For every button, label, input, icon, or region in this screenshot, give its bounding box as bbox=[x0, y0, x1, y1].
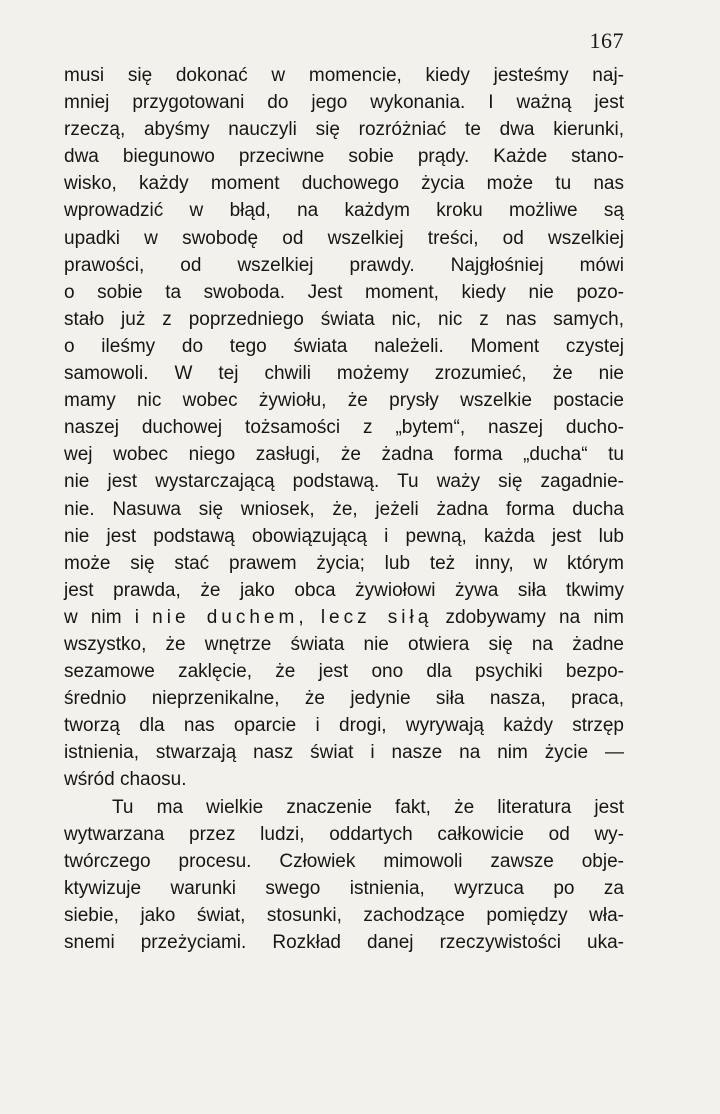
body-text bbox=[64, 62, 624, 956]
text-line: nie jest podstawą obowiązującą i pewną, każda jest lub bbox=[64, 525, 624, 547]
text-line: mniej przygotowani do jego wykonania. I ważną jest bbox=[64, 92, 624, 114]
text-line: Tu ma wielkie znaczenie fakt, że literatura jest bbox=[112, 796, 624, 818]
page-number: 167 bbox=[589, 28, 624, 53]
text-line: sezamowe zaklęcie, że jest ono dla psychiki bezpo- bbox=[64, 661, 624, 683]
text-line: tworzą dla nas oparcie i drogi, wyrywają każdy strzęp bbox=[64, 715, 624, 737]
text-line: wytwarzana przez ludzi, oddartych całkowicie od wy- bbox=[64, 823, 624, 845]
text-line: mamy nic wobec żywiołu, że prysły wszelkie postacie bbox=[64, 390, 624, 412]
text-fragment: w nim i bbox=[64, 606, 153, 628]
text-line: może się stać prawem życia; lub też inny, w którym bbox=[64, 552, 624, 574]
emphasized-text: lecz siłą bbox=[320, 606, 433, 628]
text-line: jest prawda, że jako obca żywiołowi żywa siła tkwimy bbox=[64, 579, 624, 601]
text-line: stało już z poprzedniego świata nic, nic z nas samych, bbox=[64, 308, 624, 330]
text-line: wśród chaosu. bbox=[64, 769, 187, 791]
text-fragment: zdobywamy na nim bbox=[432, 606, 624, 628]
text-line: średnio nieprzenikalne, że jedynie siła nasza, praca, bbox=[64, 688, 624, 710]
text-line: wszystko, że wnętrze świata nie otwiera się na żadne bbox=[64, 633, 624, 655]
text-line: istnienia, stwarzają nasz świat i nasze na nim życie — bbox=[64, 742, 624, 764]
text-line-spaced bbox=[64, 604, 624, 631]
text-line: wej wobec niego zasługi, że żadna forma „ducha“ tu bbox=[64, 444, 624, 466]
text-line: o sobie ta swoboda. Jest moment, kiedy nie pozo- bbox=[64, 281, 624, 303]
text-line: snemi przeżyciami. Rozkład danej rzeczywistości uka- bbox=[64, 932, 624, 953]
text-line: musi się dokonać w momencie, kiedy jesteśmy naj- bbox=[64, 65, 624, 86]
text-line: nie. Nasuwa się wniosek, że, jeżeli żadna forma ducha bbox=[64, 498, 624, 520]
text-line: prawości, od wszelkiej prawdy. Najgłośniej mówi bbox=[64, 254, 624, 276]
text-line: samowoli. W tej chwili możemy zrozumieć, że nie bbox=[64, 363, 624, 385]
text-line: wprowadzić w błąd, na każdym kroku możliwe są bbox=[64, 200, 624, 222]
text-line: twórczego procesu. Człowiek mimowoli zawsze obje- bbox=[64, 850, 624, 872]
text-fragment bbox=[308, 607, 321, 628]
text-line: siebie, jako świat, stosunki, zachodzące pomiędzy wła- bbox=[64, 904, 624, 926]
text-line: wisko, każdy moment duchowego życia może tu nas bbox=[64, 173, 624, 195]
text-line: ktywizuje warunki swego istnienia, wyrzuca po za bbox=[64, 877, 624, 899]
text-line: o ileśmy do tego świata należeli. Moment czystej bbox=[64, 335, 624, 357]
text-line: dwa biegunowo przeciwne sobie prądy. Każde stano- bbox=[64, 146, 624, 168]
emphasized-text: nie duchem, bbox=[152, 606, 308, 628]
text-line: rzeczą, abyśmy nauczyli się rozróżniać te dwa kierunki, bbox=[64, 119, 624, 141]
text-line: nie jest wystarczającą podstawą. Tu waży się zagadnie- bbox=[64, 471, 624, 493]
text-line: upadki w swobodę od wszelkiej treści, od wszelkiej bbox=[64, 227, 624, 249]
text-line: naszej duchowej tożsamości z „bytem“, naszej ducho- bbox=[64, 417, 624, 439]
